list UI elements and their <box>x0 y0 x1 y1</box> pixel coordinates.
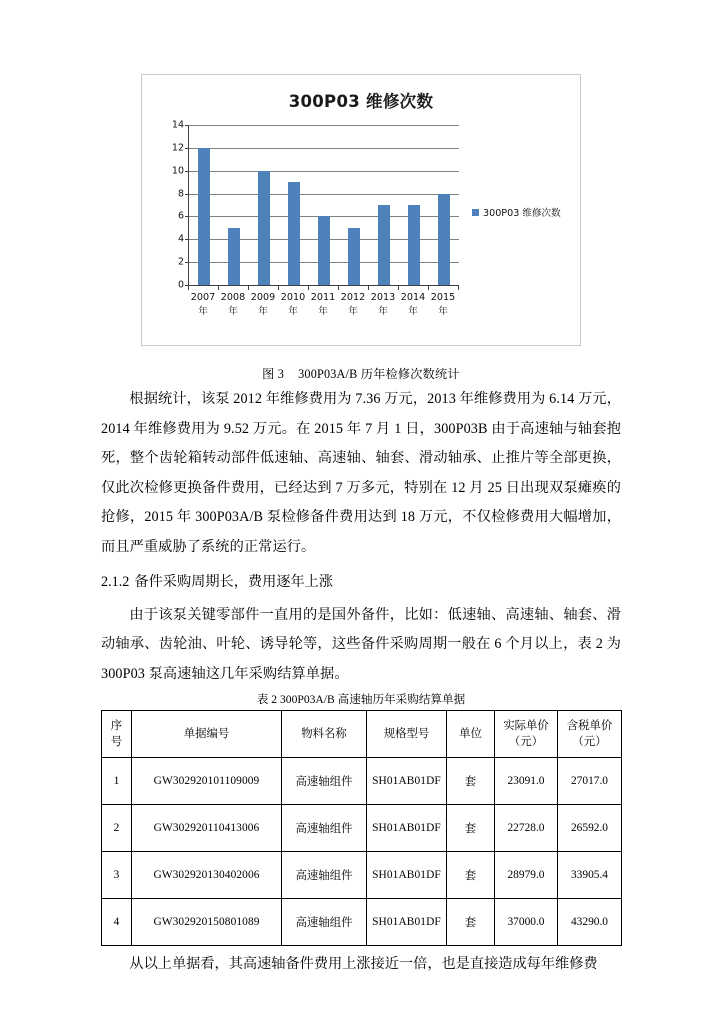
x-tickmark <box>428 285 429 290</box>
table-cell-tax_price: 26592.0 <box>558 805 622 852</box>
table-cell-actual_price: 28979.0 <box>495 852 558 899</box>
x-tickmark <box>248 285 249 290</box>
table-cell-unit: 套 <box>447 805 495 852</box>
paragraph-conclusion: 从以上单据看，其高速轴备件费用上涨接近一倍，也是直接造成每年维修费 <box>129 956 598 973</box>
x-tickmark <box>458 285 459 290</box>
table-cell-tax_price: 33905.4 <box>558 852 622 899</box>
bar-2008年 <box>228 228 240 285</box>
table-row <box>102 758 622 805</box>
table-cell-doc_no: GW302920110413006 <box>132 805 282 852</box>
y-tick-label: 2 <box>177 256 184 268</box>
x-tick-label-2008年: 2008 年 <box>220 292 246 317</box>
bar-slot <box>339 125 369 285</box>
x-tickmark <box>278 285 279 290</box>
figure-caption-text: 300P03A/B 历年检修次数统计 <box>298 367 460 381</box>
table-cell-material: 高速轴组件 <box>282 758 367 805</box>
y-tick-label: 0 <box>177 279 184 291</box>
x-axis-tickmarks <box>188 285 458 290</box>
bar-slot <box>369 125 399 285</box>
table-cell-seq: 3 <box>102 852 132 899</box>
table-cell-spec: SH01AB01DF <box>367 805 447 852</box>
x-tick-label-2009年: 2009 年 <box>250 292 276 317</box>
table-cell-material: 高速轴组件 <box>282 805 367 852</box>
figure-caption-label: 图 3 <box>262 367 285 381</box>
table-cell-actual_price: 22728.0 <box>495 805 558 852</box>
y-tick-label: 4 <box>177 233 184 245</box>
x-tickmark <box>398 285 399 290</box>
bar-2013年 <box>378 205 390 285</box>
x-tick-label-2015年: 2015 年 <box>430 292 456 317</box>
table-cell-tax_price: 27017.0 <box>558 758 622 805</box>
table-caption-label: 表 2 <box>256 693 278 707</box>
table-cell-doc_no: GW302920150801089 <box>132 899 282 946</box>
table-caption <box>101 691 621 707</box>
x-tick-label-2010年: 2010 年 <box>280 292 306 317</box>
page-content <box>101 60 621 980</box>
figure-caption <box>101 365 621 382</box>
plot-area-wrapper <box>164 119 464 325</box>
x-tickmark <box>338 285 339 290</box>
y-tick-label: 6 <box>177 210 184 222</box>
x-tick-label-2014年: 2014 年 <box>400 292 426 317</box>
chart-legend <box>472 205 561 219</box>
y-tick-label: 8 <box>177 187 184 199</box>
x-tick-label-2013年: 2013 年 <box>370 292 396 317</box>
bar-2011年 <box>318 216 330 285</box>
bar-slot <box>309 125 339 285</box>
section-heading-title: 备件采购周期长，费用逐年上涨 <box>134 574 334 591</box>
bar-2007年 <box>198 148 210 285</box>
bar-slot <box>429 125 459 285</box>
paragraph-procurement: 由于该泵关键零部件一直用的是国外备件，比如：低速轴、高速轴、轴套、滑动轴承、齿轮油、叶轮、诱导轮等，这些备件采购周期一般在 6 个月以上，表 2 为 300P03 泵高速轴这几年采购结算单据。 <box>101 606 621 682</box>
paragraph-statistics: 根据统计，该泵 2012 年维修费用为 7.36 万元，2013 年维修费用为 6.14 万元，2014 年维修费用为 9.52 万元。在 2015 年 7 月 1 日，300P03B 由于高速轴与轴套抱死，整个齿轮箱转动部件低速轴、高速轴、轴套、滑动轴承、止推片等全部更换，仅此次检修更换备件费用，已经达到 7 万多元，特别在 12 月 25 日出现双泵瘫痪的抢修，2015 年 300P03A/B 泵检修备件费用达到 18 万元，不仅检修费用大幅增加，而且严重威胁了系统的正常运行。 <box>101 391 621 555</box>
bar-slot <box>399 125 429 285</box>
table-row <box>102 852 622 899</box>
chart-plot-region <box>142 119 580 345</box>
bar-2014年 <box>408 205 420 285</box>
table-header-cell: 规格型号 <box>367 711 447 758</box>
table-header-cell: 单位 <box>447 711 495 758</box>
table-cell-spec: SH01AB01DF <box>367 758 447 805</box>
table-cell-unit: 套 <box>447 899 495 946</box>
x-tickmark <box>368 285 369 290</box>
bar-slot <box>279 125 309 285</box>
table-row <box>102 899 622 946</box>
y-tick-label: 12 <box>171 142 184 154</box>
table-header-cell: 物料名称 <box>282 711 367 758</box>
table-cell-unit: 套 <box>447 852 495 899</box>
table-cell-spec: SH01AB01DF <box>367 899 447 946</box>
table-cell-seq: 1 <box>102 758 132 805</box>
plot-area <box>188 125 459 285</box>
table-header-cell: 序 号 <box>102 711 132 758</box>
table-header-cell: 含税单价 （元） <box>558 711 622 758</box>
table-cell-seq: 4 <box>102 899 132 946</box>
table-cell-spec: SH01AB01DF <box>367 852 447 899</box>
x-tick-label-2007年: 2007 年 <box>190 292 216 317</box>
table-header <box>102 711 622 758</box>
bar-2015年 <box>438 194 450 285</box>
legend-swatch-icon <box>472 209 479 216</box>
bar-slot <box>189 125 219 285</box>
chart-figure <box>101 60 621 382</box>
bar-2010年 <box>288 182 300 285</box>
chart-title: 300P03 维修次数 <box>288 92 434 111</box>
bar-slot <box>249 125 279 285</box>
table-cell-doc_no: GW302920101109009 <box>132 758 282 805</box>
y-tick-label: 14 <box>171 119 184 131</box>
table-cell-actual_price: 23091.0 <box>495 758 558 805</box>
chart-container <box>141 74 581 346</box>
legend-label: 300P03 维修次数 <box>483 208 561 219</box>
table-cell-seq: 2 <box>102 805 132 852</box>
bar-2009年 <box>258 171 270 285</box>
x-tickmark <box>308 285 309 290</box>
table-row <box>102 805 622 852</box>
section-heading-number: 2.1.2 <box>101 574 130 591</box>
y-axis-tick-labels <box>164 119 184 291</box>
table-header-cell: 实际单价 （元） <box>495 711 558 758</box>
bar-2012年 <box>348 228 360 285</box>
y-tick-label: 10 <box>171 164 184 176</box>
table-cell-tax_price: 43290.0 <box>558 899 622 946</box>
procurement-settlement-table <box>101 710 622 946</box>
x-tickmark <box>218 285 219 290</box>
bar-slot <box>219 125 249 285</box>
table-cell-material: 高速轴组件 <box>282 899 367 946</box>
table-cell-unit: 套 <box>447 758 495 805</box>
table-cell-actual_price: 37000.0 <box>495 899 558 946</box>
table-caption-text: 300P03A/B 高速轴历年采购结算单据 <box>280 693 466 707</box>
x-axis-tick-labels <box>188 291 458 319</box>
section-heading-2-1-2 <box>101 568 621 598</box>
table-cell-doc_no: GW302920130402006 <box>132 852 282 899</box>
table-header-cell: 单据编号 <box>132 711 282 758</box>
x-tickmark <box>188 285 189 290</box>
bar-series <box>189 125 459 285</box>
table-body <box>102 758 622 946</box>
x-tick-label-2012年: 2012 年 <box>340 292 366 317</box>
table-cell-material: 高速轴组件 <box>282 852 367 899</box>
x-tick-label-2011年: 2011 年 <box>310 292 336 317</box>
table-header-row <box>102 711 622 758</box>
